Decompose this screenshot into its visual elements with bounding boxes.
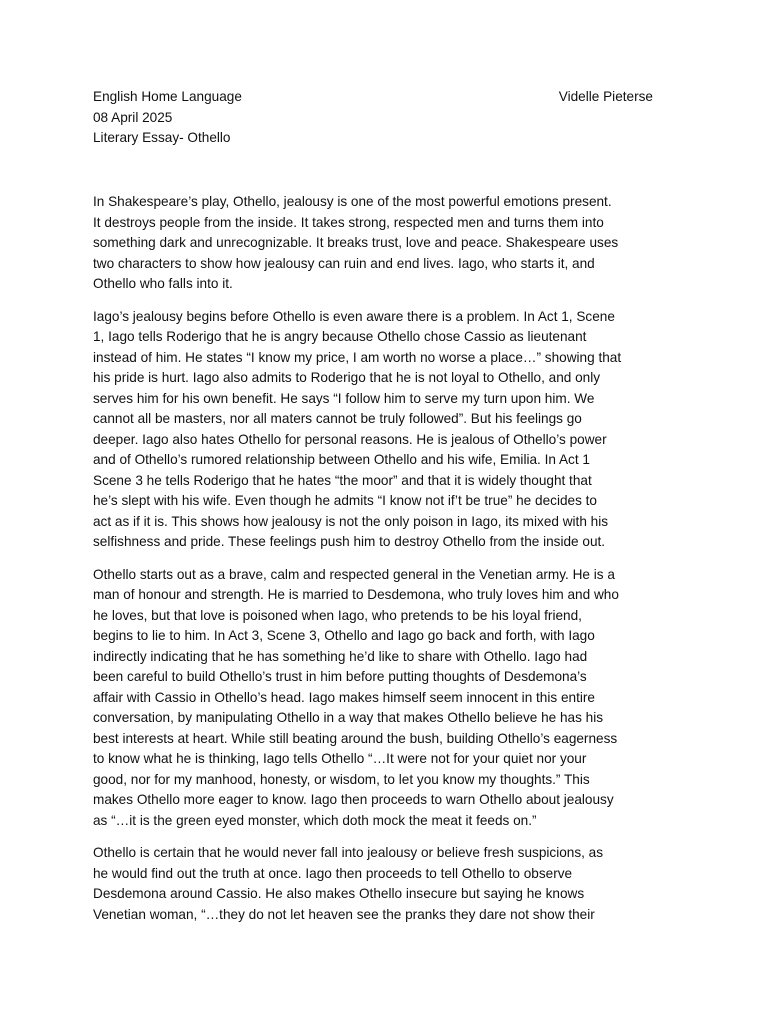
paragraph-line: instead of him. He states “I know my price, I am worth no worse a place…” showing that [93,349,622,365]
essay-paragraph [93,565,677,832]
paragraph-line: Othello is certain that he would never fall into jealousy or believe fresh suspicions, as [93,845,604,860]
paragraph-line: affair with Cassio in Othello’s head. Iago makes himself seem innocent in this entire [93,689,595,705]
paragraph-line: Venetian woman, “…they do not let heaven see the pranks they dare not show their [93,906,595,922]
paragraph-line: selfishness and pride. These feelings push him to destroy Othello from the inside out. [93,534,606,549]
paragraph-line: Scene 3 he tells Roderigo that he hates “the moor” and that it is widely thought that [93,472,592,488]
essay-paragraph [93,307,677,553]
paragraph-line: Othello starts out as a brave, calm and respected general in the Venetian army. He is a [93,566,615,582]
paragraph-line: to know what he is thinking, Iago tells Othello “…It were not for your quiet nor your [93,751,587,766]
paragraph-line: deeper. Iago also hates Othello for personal reasons. He is jealous of Othello’s power [93,431,607,447]
paragraph-line: best interests at heart. While still beating around the bush, building Othello’s eagerness [93,730,618,746]
essay-title: Literary Essay- Othello [93,130,231,145]
author-name: Videlle Pieterse [558,89,653,104]
paragraph-line: he would find out the truth at once. Iago then proceeds to tell Othello to observe [93,865,573,881]
paragraph-line: It destroys people from the inside. It takes strong, respected men and turns them into [93,214,604,230]
paragraph-line: he’s slept with his wife. Even though he admits “I know not if’t be true” he decides to [93,493,597,508]
paragraph-line: conversation, by manipulating Othello in a way that makes Othello believe he has his [93,710,604,725]
paragraph-line: Desdemona around Cassio. He also makes Othello insecure but saying he knows [93,886,585,901]
paragraph-line: Othello who falls into it. [93,276,233,291]
paragraph-line: two characters to show how jealousy can ruin and end lives. Iago, who starts it, and [93,255,595,271]
paragraph-line: he loves, but that love is poisoned when Iago, who pretends to be his loyal friend, [93,607,582,623]
header-first-row [93,87,653,108]
paragraph-line: his pride is hurt. Iago also admits to Roderigo that he is not loyal to Othello, and only [93,370,601,385]
paragraph-line: something dark and unrecognizable. It breaks trust, love and peace. Shakespeare uses [93,235,619,250]
paragraph-line: good, nor for my manhood, honesty, or wisdom, to let you know my thoughts.” This [93,771,590,787]
essay-paragraph [93,843,677,925]
paragraph-line: makes Othello more eager to know. Iago then proceeds to warn Othello about jealousy [93,792,614,807]
essay-date: 08 April 2025 [93,109,173,125]
essay-body [93,192,677,937]
paragraph-line: serves him for his own benefit. He says “I follow him to serve my turn upon him. We [93,390,595,406]
paragraph-line: indirectly indicating that he has something he’d like to share with Othello. Iago had [93,648,588,664]
paragraph-line: man of honour and strength. He is married to Desdemona, who truly loves him and who [93,587,619,602]
paragraph-line: In Shakespeare’s play, Othello, jealousy is one of the most powerful emotions present. [93,194,612,209]
paragraph-line: cannot all be masters, nor all maters cannot be truly followed”. But his feelings go [93,411,582,426]
paragraph-line: 1, Iago tells Roderigo that he is angry because Othello chose Cassio as lieutenant [93,329,587,344]
course-name: English Home Language [93,89,242,104]
essay-paragraph [93,192,677,295]
paragraph-line: Iago’s jealousy begins before Othello is even aware there is a problem. In Act 1, Scene [93,308,615,324]
paragraph-line: begins to lie to him. In Act 3, Scene 3, Othello and Iago go back and forth, with Iago [93,628,595,643]
essay-header [93,87,653,149]
paragraph-line: act as if it is. This shows how jealousy is not the only poison in Iago, its mixed with his [93,513,609,529]
paragraph-line: been careful to build Othello’s trust in him before putting thoughts of Desdemona’s [93,669,587,684]
paragraph-line: as “…it is the green eyed monster, which doth mock the meat it feeds on.” [93,812,537,828]
paragraph-line: and of Othello’s rumored relationship between Othello and his wife, Emilia. In Act 1 [93,452,590,467]
